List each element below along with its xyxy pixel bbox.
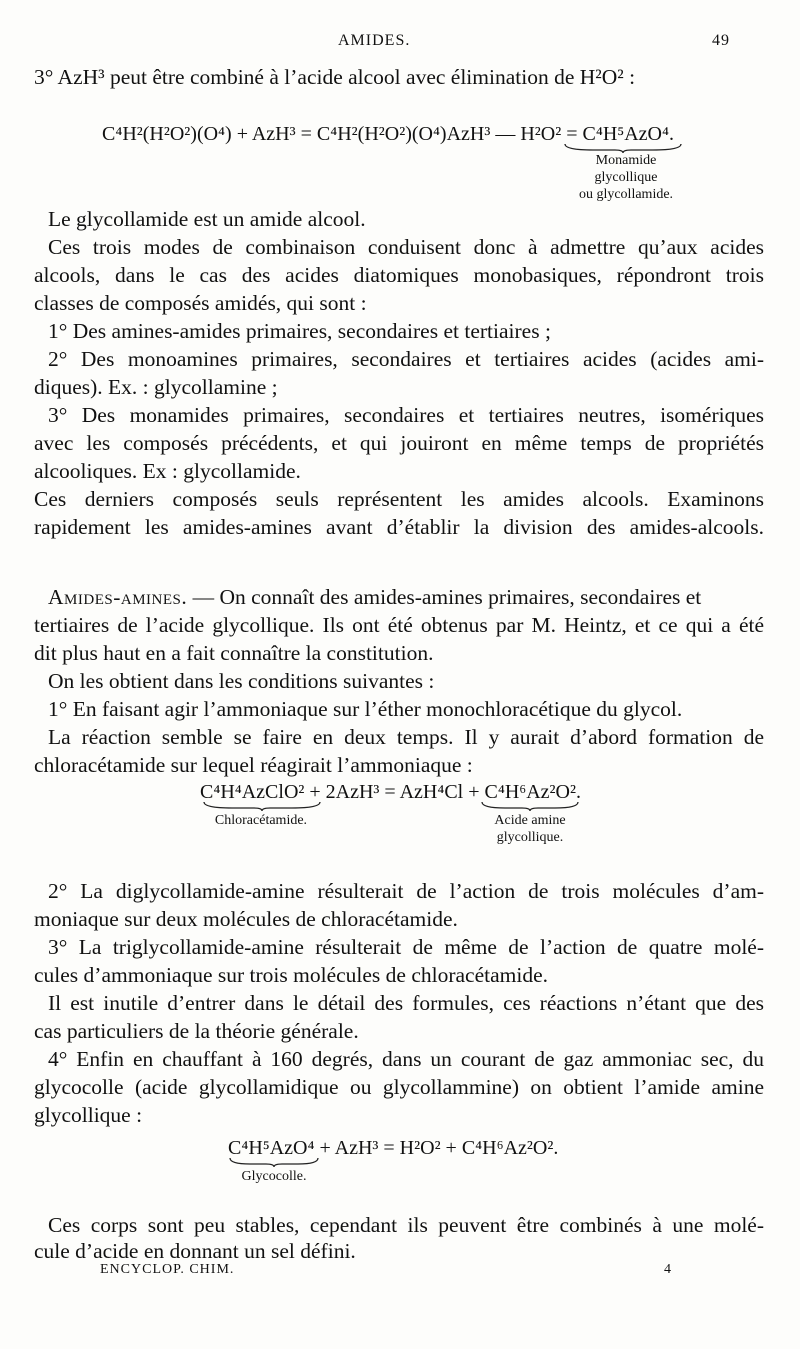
- text-line: alcools, dans le cas des acides diatomiques monobasiques, répondront trois: [34, 263, 764, 287]
- text-line: Il est inutile d’entrer dans le détail des formules, ces réactions n’étant que des: [48, 991, 764, 1015]
- text-line: glycocolle (acide glycollamidique ou glycollammine) on obtient l’amide amine: [34, 1075, 764, 1099]
- text-line: Ces corps sont peu stables, cependant ils peuvent être combinés à une molé-: [48, 1213, 764, 1237]
- text-line: alcooliques. Ex : glycollamide.: [34, 459, 301, 483]
- text-line: 3° Des monamides primaires, secondaires et tertiaires neutres, isomériques: [48, 403, 764, 427]
- text-line: Ces derniers composés seuls représentent les amides alcools. Examinons: [34, 487, 764, 511]
- formula-note: Acide amine glycollique.: [494, 813, 566, 845]
- text-line: classes de composés amidés, qui sont :: [34, 291, 367, 315]
- text-line: cule d’acide en donnant un sel défini.: [34, 1239, 356, 1263]
- text-line: 2° Des monoamines primaires, secondaires et tertiaires acides (acides ami-: [48, 347, 764, 371]
- formula-glycocolle: C⁴H⁵AzO⁴ + AzH³ = H²O² + C⁴H⁶Az²O².: [228, 1137, 559, 1159]
- text-line: glycollique :: [34, 1103, 143, 1127]
- formula-chloracetamide: C⁴H⁴AzClO² + 2AzH³ = AzH⁴Cl + C⁴H⁶Az²O².: [200, 781, 581, 803]
- text-line: 1° Des amines-amides primaires, secondaires et tertiaires ;: [48, 319, 551, 343]
- formula-note: Monamide glycollique ou glycollamide.: [578, 153, 674, 202]
- text-line: moniaque sur deux molécules de chloracétamide.: [34, 907, 458, 931]
- text-line: Ces trois modes de combinaison conduisent donc à admettre qu’aux acides: [48, 235, 764, 259]
- running-header: AMIDES.: [338, 32, 411, 49]
- brace-icon: [228, 1156, 320, 1168]
- text-line: 2° La diglycollamide-amine résulterait de l’action de trois molécules d’am-: [48, 879, 764, 903]
- text-line: diques). Ex. : glycollamine ;: [34, 375, 278, 399]
- formula-note: Glycocolle.: [241, 1169, 307, 1184]
- text-line: chloracétamide sur lequel réagirait l’ammoniaque :: [34, 753, 473, 777]
- text-line: La réaction semble se faire en deux temps. Il y aurait d’abord formation de: [48, 725, 764, 749]
- text-line: avec les composés précédents, et qui jouiront en même temps de propriétés: [34, 431, 764, 455]
- text-line: On les obtient dans les conditions suivantes :: [48, 669, 435, 693]
- text-line: 4° Enfin en chauffant à 160 degrés, dans un courant de gaz ammoniac sec, du: [48, 1047, 764, 1071]
- footer-signature: ENCYCLOP. CHIM.: [100, 1262, 235, 1277]
- text-line: Le glycollamide est un amide alcool.: [48, 207, 366, 231]
- section-heading: Amides-amines.: [48, 585, 188, 609]
- text-line: 1° En faisant agir l’ammoniaque sur l’éther monochloracétique du glycol.: [48, 697, 683, 721]
- brace-icon: [480, 800, 580, 812]
- page-number: 49: [712, 32, 730, 49]
- text-line: cules d’ammoniaque sur trois molécules de chloracétamide.: [34, 963, 549, 987]
- formula-glycollamide: C⁴H²(H²O²)(O⁴) + AzH³ = C⁴H²(H²O²)(O⁴)AzH³ — H²O² = C⁴H⁵AzO⁴.: [102, 123, 674, 145]
- brace-icon: [202, 800, 322, 812]
- text-line: dit plus haut en a fait connaître la constitution.: [34, 641, 434, 665]
- footer-sheet-number: 4: [664, 1262, 672, 1277]
- text-line: rapidement les amides-amines avant d’établir la division des amides-alcools.: [34, 515, 764, 539]
- text-line: tertiaires de l’acide glycollique. Ils ont été obtenus par M. Heintz, et ce qui a été: [34, 613, 764, 637]
- text-line: cas particuliers de la théorie générale.: [34, 1019, 359, 1043]
- text-line: 3° AzH³ peut être combiné à l’acide alcool avec élimination de H²O² :: [34, 65, 636, 89]
- section-line: Amides-amines. — On connaît des amides-amines primaires, secondaires et: [48, 585, 702, 609]
- text-line: 3° La triglycollamide-amine résulterait de même de l’action de quatre molé-: [48, 935, 764, 959]
- formula-note: Chloracétamide.: [214, 813, 308, 828]
